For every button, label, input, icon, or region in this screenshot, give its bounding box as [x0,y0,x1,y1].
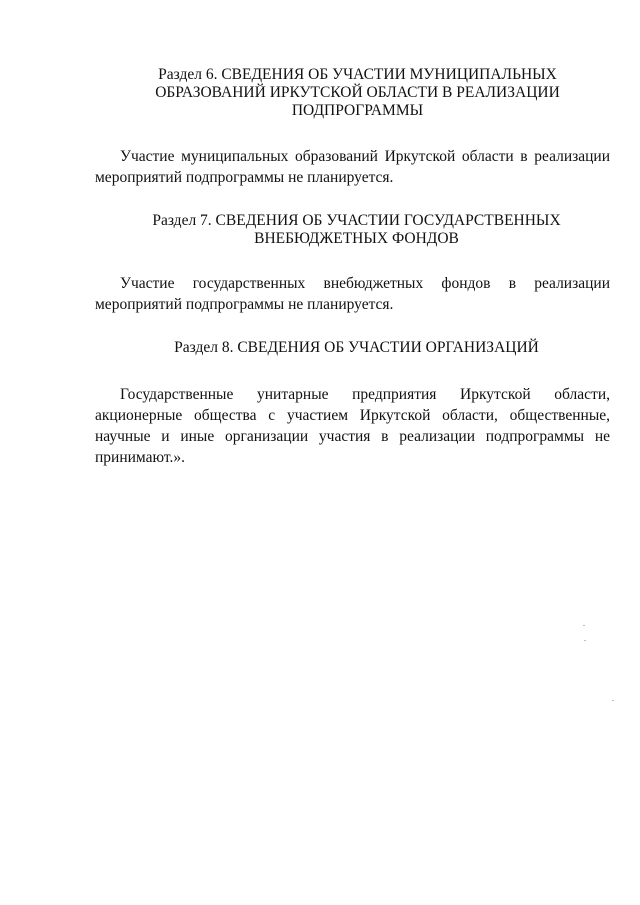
section-7-heading-line-1: Раздел 7. СВЕДЕНИЯ ОБ УЧАСТИИ ГОСУДАРСТВЕННЫХ [152,212,561,229]
section-8-heading [95,339,610,357]
section-7-heading [95,212,610,248]
section-7-paragraph: Участие государственных внебюджетных фондов в реализации мероприятий подпрограммы не планируется. [95,275,610,313]
scan-speck [583,625,585,626]
section-6-heading-line-2: ОБРАЗОВАНИЙ ИРКУТСКОЙ ОБЛАСТИ В РЕАЛИЗАЦИИ [155,84,560,101]
section-6-paragraph: Участие муниципальных образований Иркутской области в реализации мероприятий подпрограммы не планируется. [95,148,610,186]
document-body [95,66,610,468]
section-7-heading-line-2: ВНЕБЮДЖЕТНЫХ ФОНДОВ [254,230,459,247]
section-6-heading-line-3: ПОДПРОГРАММЫ [291,102,424,119]
scan-speck [612,700,614,701]
section-8-heading-line-1: Раздел 8. СВЕДЕНИЯ ОБ УЧАСТИИ ОРГАНИЗАЦИЙ [174,339,539,356]
section-8-paragraph: Государственные унитарные предприятия Иркутской области, акционерные общества с участием Иркутской области, общественные, научные и иные организации участия в реализации подпрограммы не принимают.». [95,386,610,466]
scan-speck [584,640,586,641]
section-6-heading [95,66,610,120]
section-6-heading-line-1: Раздел 6. СВЕДЕНИЯ ОБ УЧАСТИИ МУНИЦИПАЛЬНЫХ [158,66,557,83]
